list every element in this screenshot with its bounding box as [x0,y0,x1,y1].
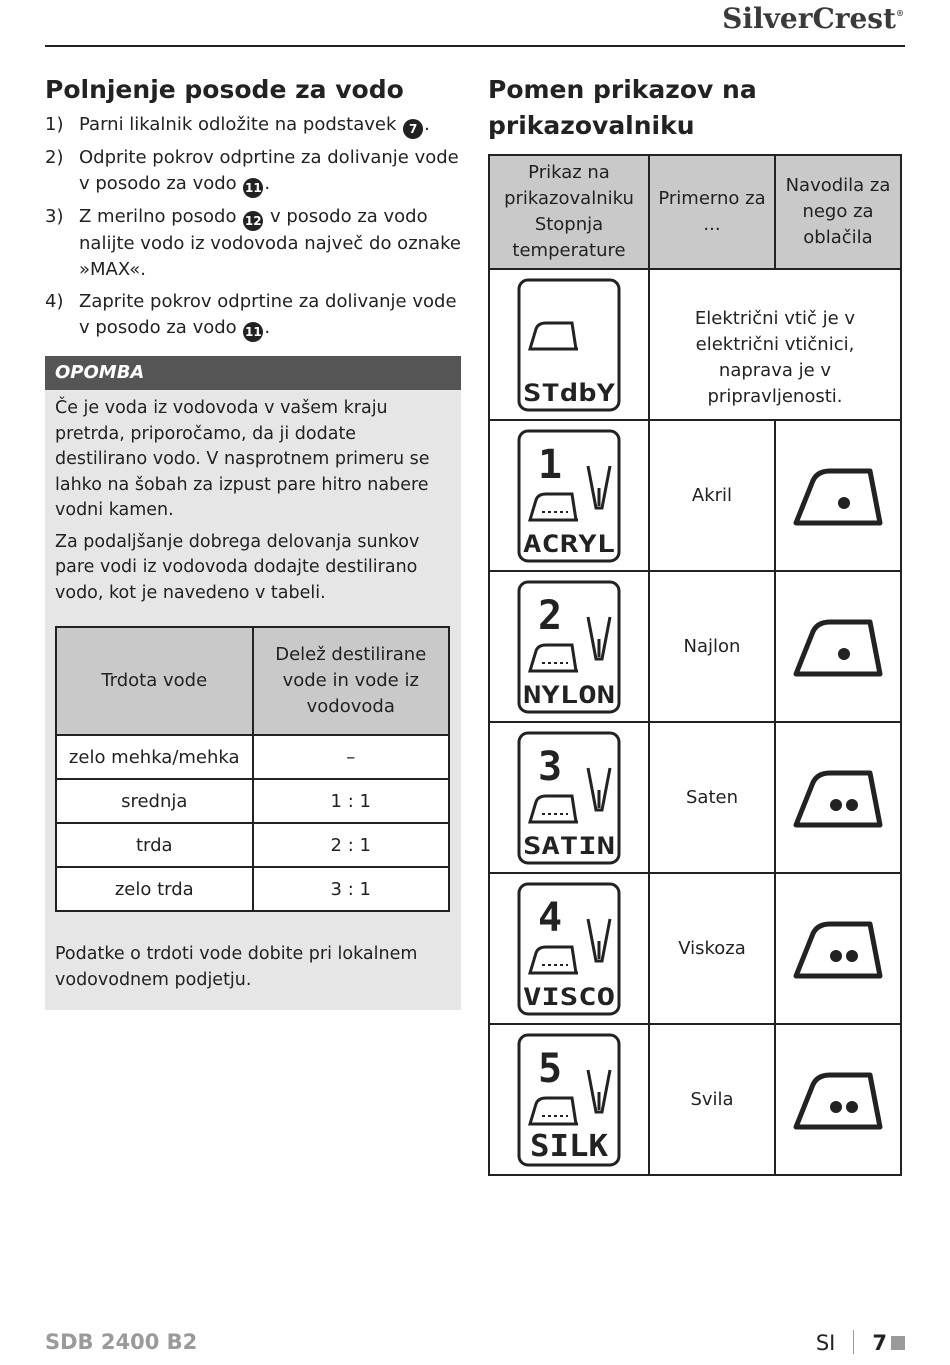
fabric-label: Saten [649,722,775,873]
lcd-word: VISCO [523,982,615,1011]
lcd-display-icon [516,277,622,413]
note-paragraph-1: Če je voda iz vodovoda v vašem kraju pretrda, priporočamo, da ji dodate destilirano vodo. V nasprotnem primeru se lahko na šobah za izpust pare hitro nabere vodni kamen. [55,398,430,520]
lcd-digit: 3 [538,743,563,790]
table-header-cell: Navodila za nego za oblačila [775,155,901,269]
lcd-word: ACRYL [523,529,615,558]
fabric-label: Akril [649,420,775,571]
table-row [489,269,901,420]
step-4: 4) Zaprite pokrov odprtine za dolivanje vode v posodo za vodo 11 . [45,289,461,342]
lcd-cell [489,571,649,722]
care-cell [775,571,901,722]
table-header-row [56,627,449,735]
iron-outline [796,622,880,674]
fabric-label: Najlon [649,571,775,722]
lcd-digit: 4 [538,894,563,941]
table-cell: zelo mehka/mehka [56,735,253,779]
table-header-cell: Prikaz na prikazovalniku Stopnja temperature [489,155,649,269]
table-cell: 3 : 1 [253,867,450,911]
temperature-dot [838,648,850,660]
ref-number-icon: 11 [243,178,263,198]
table-cell: 1 : 1 [253,779,450,823]
lcd-cell [489,722,649,873]
table-header-row [489,155,901,269]
iron-care-icon [790,1065,886,1135]
step-3: 3) Z merilno posodo 12 v posodo za vodo nalijte vodo iz vodovoda največ do oznake »MAX«. [45,206,461,280]
temperature-dot [846,950,858,962]
lcd-digit: 5 [538,1045,563,1092]
left-column [45,72,461,1010]
lcd-cell [489,269,649,420]
table-row [56,823,449,867]
section-title-filling: Polnjenje posode za vodo [45,75,404,104]
header-rule [45,45,905,47]
table-header-cell: Delež destilirane vode in vode iz vodovoda [253,627,450,735]
iron-care-icon [790,914,886,984]
note-footer: Podatke o trdoti vode dobite pri lokalnem vodovodnem podjetju. [55,944,418,990]
step-1: 1) Parni likalnik odložite na podstavek 7 . [45,112,461,139]
language-code: SI [815,1331,836,1355]
note-box [45,356,461,1010]
lcd-word: NYLON [523,680,615,709]
table-row [56,779,449,823]
iron-outline [796,471,880,523]
right-column [488,72,902,1176]
table-header-cell: Trdota vode [56,627,253,735]
ref-number-icon: 12 [243,211,263,231]
iron-outline [796,1075,880,1127]
temperature-dot [830,950,842,962]
brand-logo: SilverCrest® [722,2,904,35]
fabric-label: Viskoza [649,873,775,1024]
steps-list [45,112,461,342]
temperature-dot [830,799,842,811]
table-cell: zelo trda [56,867,253,911]
page-square-icon [891,1336,905,1350]
footer-divider [853,1330,854,1354]
iron-outline [796,773,880,825]
iron-care-icon [790,763,886,833]
table-cell: 2 : 1 [253,823,450,867]
table-row [489,571,901,722]
page-number: 7 [872,1331,887,1355]
care-cell [775,420,901,571]
water-hardness-table [55,626,450,912]
lcd-word: STdbY [523,378,616,407]
care-cell [775,722,901,873]
table-row [489,873,901,1024]
lcd-digit: 2 [538,592,563,639]
table-row [56,735,449,779]
temperature-dot [830,1101,842,1113]
lcd-display-icon [516,881,622,1017]
lcd-cell [489,420,649,571]
ref-number-icon: 7 [403,119,423,139]
iron-outline [796,924,880,976]
table-row [489,420,901,571]
display-meaning-table [488,154,902,1176]
lcd-word: SATIN [523,831,615,860]
lcd-display-icon [516,730,622,866]
lcd-cell [489,873,649,1024]
iron-care-icon [790,612,886,682]
table-header-cell: Primerno za ... [649,155,775,269]
lcd-display-icon [516,579,622,715]
lcd-display-icon [516,428,622,564]
table-cell: – [253,735,450,779]
temperature-dot [838,497,850,509]
fabric-label: Svila [649,1024,775,1175]
care-cell [775,873,901,1024]
lcd-word: SILK [530,1128,608,1164]
section-title-display: Pomen prikazov na prikazovalniku [488,75,757,140]
table-cell: srednja [56,779,253,823]
lcd-display-icon [516,1032,622,1168]
care-cell [775,1024,901,1175]
table-cell: trda [56,823,253,867]
step-2: 2) Odprite pokrov odprtine za dolivanje vode v posodo za vodo 11 . [45,145,461,198]
lcd-digit: 1 [538,441,563,488]
table-row [56,867,449,911]
table-row [489,722,901,873]
temperature-dot [846,799,858,811]
temperature-dot [846,1101,858,1113]
table-row [489,1024,901,1175]
note-heading: OPOMBA [45,356,461,390]
lcd-cell [489,1024,649,1175]
model-number: SDB 2400 B2 [45,1330,198,1354]
page-footer [816,1330,905,1355]
note-paragraph-2: Za podaljšanje dobrega delovanja sunkov pare vodi iz vodovoda dodajte destilirano vodo, kot je navedeno v tabeli. [55,531,420,603]
ref-number-icon: 11 [243,322,263,342]
standby-description: Električni vtič je v električni vtičnici, naprava je v pripravljenosti. [649,269,901,420]
iron-care-icon [790,461,886,531]
